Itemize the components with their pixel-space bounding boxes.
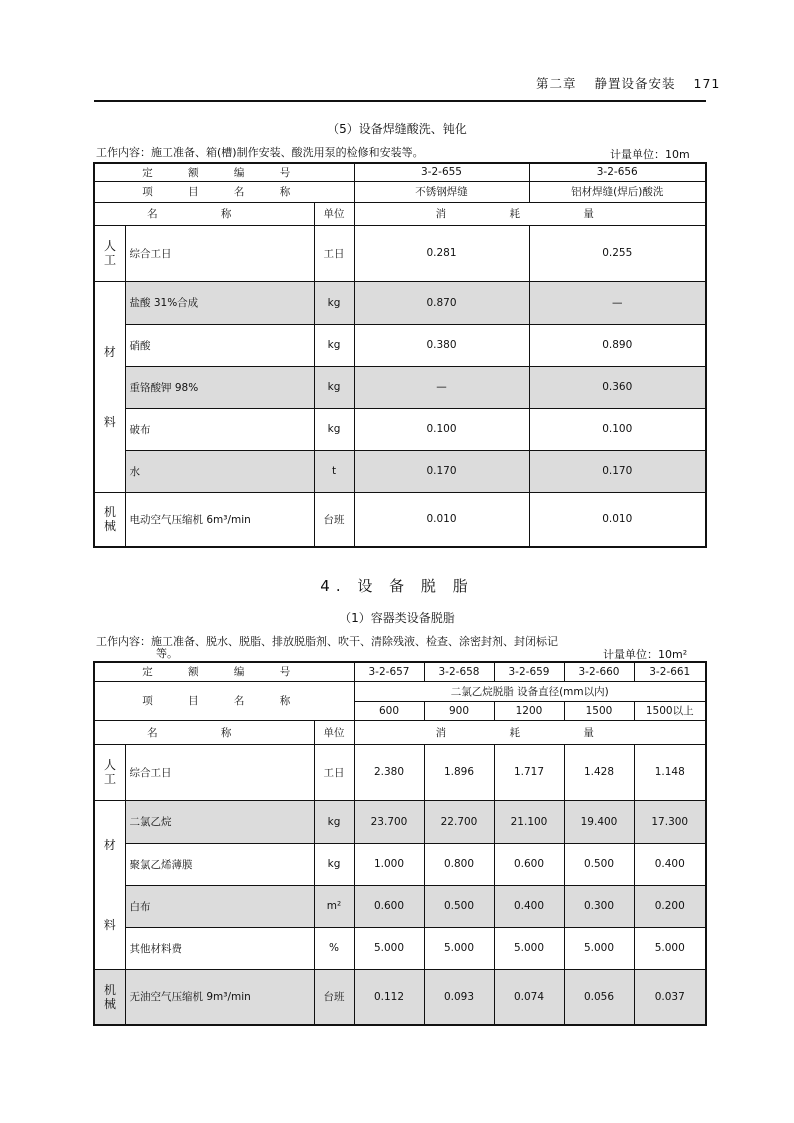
quota-code: 3-2-655 <box>354 163 529 181</box>
group-material-char2: 料 <box>103 917 116 932</box>
row-value: 1.428 <box>564 744 634 800</box>
section2-unit: 计量单位：10m² <box>603 648 688 661</box>
row-value: 0.600 <box>494 843 564 885</box>
row-value: 21.100 <box>494 800 564 843</box>
row-unit: % <box>314 927 354 969</box>
item-name-label: 项 目 名 称 <box>94 181 354 202</box>
table-row <box>94 225 706 281</box>
row-value: 0.255 <box>529 225 706 281</box>
quota-code: 3-2-658 <box>424 662 494 681</box>
row-unit: t <box>314 450 354 492</box>
row-value: 0.100 <box>354 408 529 450</box>
table-row <box>94 927 706 969</box>
table-row <box>94 720 706 744</box>
row-unit: kg <box>314 843 354 885</box>
group-labor: 人工 <box>94 744 125 800</box>
group-machine: 机械 <box>94 492 125 547</box>
quota-code-label: 定 额 编 号 <box>94 163 354 181</box>
row-value: 0.170 <box>354 450 529 492</box>
header-rule <box>94 100 706 102</box>
consumption-column-header: 消 耗 量 <box>354 720 706 744</box>
diameter: 1200 <box>494 701 564 720</box>
row-name: 白布 <box>125 885 314 927</box>
table-row <box>94 969 706 1025</box>
table-row <box>94 843 706 885</box>
row-name: 盐酸 31%合成 <box>125 281 314 324</box>
row-value: 22.700 <box>424 800 494 843</box>
row-name: 重铬酸钾 98% <box>125 366 314 408</box>
quota-code: 3-2-657 <box>354 662 424 681</box>
row-name: 水 <box>125 450 314 492</box>
row-value: 0.010 <box>529 492 706 547</box>
group-material <box>94 800 125 969</box>
row-value: 0.170 <box>529 450 706 492</box>
name-column-header: 名 称 <box>94 202 314 225</box>
unit-column-header: 单位 <box>314 720 354 744</box>
table-row <box>94 662 706 681</box>
chapter-title: 静置设备安装 <box>594 76 676 91</box>
table-row <box>94 492 706 547</box>
section2-table <box>93 661 707 1026</box>
table-row <box>94 366 706 408</box>
row-value: 0.074 <box>494 969 564 1025</box>
table-row <box>94 181 706 202</box>
row-value: 0.300 <box>564 885 634 927</box>
diameter: 1500 <box>564 701 634 720</box>
row-value: 0.400 <box>634 843 706 885</box>
row-value: 0.281 <box>354 225 529 281</box>
quota-code: 3-2-659 <box>494 662 564 681</box>
section2-work-content-line2: 等。 <box>156 647 178 660</box>
group-labor: 人工 <box>94 225 125 281</box>
row-value: 1.000 <box>354 843 424 885</box>
row-value: — <box>354 366 529 408</box>
item-name: 不锈钢焊缝 <box>354 181 529 202</box>
row-value: 1.896 <box>424 744 494 800</box>
quota-code-label: 定 额 编 号 <box>94 662 354 681</box>
section2-work-content-line1: 工作内容：施工准备、脱水、脱脂、排放脱脂剂、吹干、清除残液、检查、涂密封剂、封闭标记 <box>96 635 558 648</box>
item-name-label: 项 目 名 称 <box>94 681 354 720</box>
row-value: 5.000 <box>564 927 634 969</box>
row-value: 0.100 <box>529 408 706 450</box>
row-name: 破布 <box>125 408 314 450</box>
row-unit: kg <box>314 408 354 450</box>
item-name: 铝材焊缝(焊后)酸洗 <box>529 181 706 202</box>
row-value: 1.148 <box>634 744 706 800</box>
row-value: 23.700 <box>354 800 424 843</box>
table-row <box>94 800 706 843</box>
row-name: 硝酸 <box>125 324 314 366</box>
section1-table <box>93 162 707 548</box>
diameter: 600 <box>354 701 424 720</box>
section2-work-content <box>96 636 558 660</box>
row-name: 综合工日 <box>125 225 314 281</box>
row-name: 其他材料费 <box>125 927 314 969</box>
section1-unit: 计量单位：10m <box>610 148 690 161</box>
row-value: 0.380 <box>354 324 529 366</box>
row-unit: 工日 <box>314 225 354 281</box>
section1-work-content: 工作内容：施工准备、箱(槽)制作安装、酸洗用泵的检修和安装等。 <box>96 146 424 159</box>
row-value: 1.717 <box>494 744 564 800</box>
table-row <box>94 281 706 324</box>
row-value: 0.037 <box>634 969 706 1025</box>
row-name: 电动空气压缩机 6m³/min <box>125 492 314 547</box>
table-row <box>94 163 706 181</box>
row-value: 0.200 <box>634 885 706 927</box>
section2-title: （1）容器类设备脱脂 <box>339 611 455 625</box>
name-column-header: 名 称 <box>94 720 314 744</box>
row-name: 聚氯乙烯薄膜 <box>125 843 314 885</box>
row-unit: 台班 <box>314 492 354 547</box>
row-value: 5.000 <box>494 927 564 969</box>
row-name: 二氯乙烷 <box>125 800 314 843</box>
row-unit: kg <box>314 324 354 366</box>
row-value: — <box>529 281 706 324</box>
row-value: 17.300 <box>634 800 706 843</box>
table-row <box>94 681 706 701</box>
row-value: 2.380 <box>354 744 424 800</box>
section1-title: （5）设备焊缝酸洗、钝化 <box>327 122 467 136</box>
quota-code: 3-2-656 <box>529 163 706 181</box>
row-value: 0.400 <box>494 885 564 927</box>
row-value: 0.010 <box>354 492 529 547</box>
group-material-char1: 材 <box>103 837 116 852</box>
row-unit: kg <box>314 800 354 843</box>
row-value: 0.600 <box>354 885 424 927</box>
row-value: 0.500 <box>564 843 634 885</box>
table-row <box>94 408 706 450</box>
section2-heading: 4. 设 备 脱 脂 <box>320 577 474 595</box>
row-value: 5.000 <box>634 927 706 969</box>
row-unit: kg <box>314 281 354 324</box>
row-unit: 台班 <box>314 969 354 1025</box>
table-row <box>94 202 706 225</box>
row-name: 综合工日 <box>125 744 314 800</box>
row-value: 5.000 <box>424 927 494 969</box>
group-material-char1: 材 <box>103 344 116 359</box>
row-value: 19.400 <box>564 800 634 843</box>
row-unit: 工日 <box>314 744 354 800</box>
table-row <box>94 324 706 366</box>
row-value: 0.360 <box>529 366 706 408</box>
unit-column-header: 单位 <box>314 202 354 225</box>
consumption-column-header: 消 耗 量 <box>354 202 706 225</box>
group-machine: 机械 <box>94 969 125 1025</box>
row-value: 0.093 <box>424 969 494 1025</box>
quota-code: 3-2-660 <box>564 662 634 681</box>
row-unit: m² <box>314 885 354 927</box>
chapter-label: 第二章 <box>536 76 577 91</box>
quota-code: 3-2-661 <box>634 662 706 681</box>
table-row <box>94 885 706 927</box>
group-material <box>94 281 125 492</box>
diameter: 1500以上 <box>634 701 706 720</box>
running-header <box>536 74 720 92</box>
group-material-char2: 料 <box>103 414 116 429</box>
item-title: 二氯乙烷脱脂 设备直径(mm以内) <box>354 681 706 701</box>
diameter: 900 <box>424 701 494 720</box>
row-value: 0.056 <box>564 969 634 1025</box>
row-value: 0.112 <box>354 969 424 1025</box>
row-value: 5.000 <box>354 927 424 969</box>
row-value: 0.500 <box>424 885 494 927</box>
row-value: 0.800 <box>424 843 494 885</box>
table-row <box>94 450 706 492</box>
row-value: 0.870 <box>354 281 529 324</box>
row-unit: kg <box>314 366 354 408</box>
row-name: 无油空气压缩机 9m³/min <box>125 969 314 1025</box>
page-number: 171 <box>693 76 721 91</box>
row-value: 0.890 <box>529 324 706 366</box>
table-row <box>94 744 706 800</box>
